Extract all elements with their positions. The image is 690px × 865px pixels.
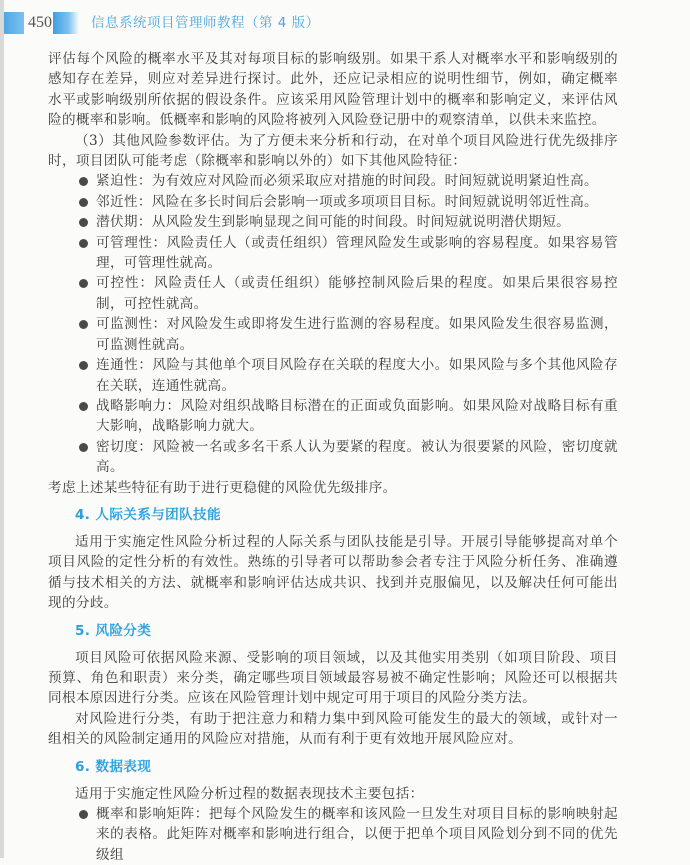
bullet-icon [79, 443, 88, 452]
header-accent-bar-left [4, 12, 24, 34]
other-params-paragraph: （3）其他风险参数评估。为了方便未来分析和行动，在对单个项目风险进行优先级排序时，项目团队可能考虑（除概率和影响以外的）如下其他风险特征： [48, 132, 618, 170]
book-title: 信息系统项目管理师教程（第 4 版） [91, 15, 320, 31]
bullet-icon [79, 810, 88, 819]
list-item [48, 437, 618, 478]
header-accent-bar-right [53, 12, 79, 34]
bullet-icon [79, 361, 88, 370]
bullet-icon [79, 320, 88, 329]
list-item [48, 233, 618, 274]
list-item [48, 192, 618, 212]
list-item-text: 概率和影响矩阵：把每个风险发生的概率和该风险一旦发生对项目目标的影响映射起来的表格。此矩阵对概率和影响进行组合，以便于把单个项目风险划分到不同的优先级组 [96, 806, 618, 863]
list-item [48, 804, 618, 865]
characteristics-conclusion: 考虑上述某些特征有助于进行更稳健的风险优先级排序。 [48, 479, 397, 496]
section-5-paragraph-2: 对风险进行分类，有助于把注意力和精力集中到风险可能发生的最大的领域，或针对一组相关的风险制定通用的风险应对措施，从而有利于更有效地开展风险应对。 [48, 710, 618, 748]
bullet-icon [79, 177, 88, 186]
section-heading-5: 5. 风险分类 [75, 622, 152, 639]
list-item-text: 连通性：风险与其他单个项目风险存在关联的程度大小。如果风险与多个其他风险存在关联，连通性就高。 [96, 357, 618, 394]
list-item-text: 密切度：风险被一名或多名干系人认为要紧的程度。被认为很要紧的风险，密切度就高。 [96, 438, 618, 476]
risk-characteristics-list [48, 171, 618, 477]
list-item-text: 邻近性：风险在多长时间后会影响一项或多项项目目标。时间短就说明邻近性高。 [96, 193, 598, 210]
list-item-text: 潜伏期：从风险发生到影响显现之间可能的时间段。时间短就说明潜伏期短。 [96, 214, 571, 231]
bullet-icon [79, 239, 88, 248]
bullet-icon [79, 402, 88, 411]
section-6-paragraph: 适用于实施定性风险分析过程的数据表现技术主要包括： [75, 785, 424, 802]
list-item [48, 273, 618, 314]
intro-paragraph: 评估每个风险的概率水平及其对每项目标的影响级别。如果干系人对概率水平和影响级别的感知存在差异，则应对差异进行探讨。此外，还应记录相应的说明性细节，例如，确定概率水平或影响级别所依据的假设条件。应该采用风险管理计划中的概率和影响定义，来评估风险的概率和影响。低概率和影响的风险将被列入风险登记册中的观察清单，以供未来监控。 [48, 51, 618, 129]
bullet-icon [79, 218, 88, 227]
bullet-icon [79, 198, 88, 207]
list-item-text: 战略影响力：风险对组织战略目标潜在的正面或负面影响。如果风险对战略目标有重大影响，战略影响力就大。 [96, 397, 618, 435]
list-item [48, 396, 618, 437]
section-4-paragraph: 适用于实施定性风险分析过程的人际关系与团队技能是引导。开展引导能够提高对单个项目风险的定性分析的有效性。熟练的引导者可以帮助参会者专注于风险分析任务、准确遵循与技术相关的方法、就概率和影响评估达成共识、找到并克服偏见，以及解决任何可能出现的分歧。 [48, 533, 618, 612]
page-header [0, 12, 690, 34]
list-item [48, 355, 618, 396]
section-heading-6: 6. 数据表现 [75, 758, 152, 775]
section-heading-4: 4. 人际关系与团队技能 [75, 506, 221, 523]
page-number: 450 [28, 14, 52, 31]
list-item-text: 可监测性：对风险发生或即将发生进行监测的容易程度。如果风险发生很容易监测，可监测性就高。 [96, 316, 618, 353]
list-item [48, 212, 618, 232]
data-representation-list [48, 804, 618, 865]
list-item-text: 可控性：风险责任人（或责任组织）能够控制风险后果的程度。如果后果很容易控制，可控性就高。 [96, 275, 618, 312]
page-edge [0, 0, 4, 858]
list-item-text: 可管理性：风险责任人（或责任组织）管理风险发生或影响的容易程度。如果容易管理，可管理性就高。 [96, 234, 618, 272]
list-item [48, 314, 618, 355]
bullet-icon [79, 279, 88, 288]
list-item [48, 171, 618, 191]
list-item-text: 紧迫性：为有效应对风险而必须采取应对措施的时间段。时间短就说明紧迫性高。 [96, 173, 598, 190]
page-body [48, 49, 618, 865]
section-5-paragraph-1: 项目风险可依据风险来源、受影响的项目领域，以及其他实用类别（如项目阶段、项目预算、角色和职责）来分类，确定哪些项目领域最容易被不确定性影响；风险还可以根据共同根本原因进行分类。应该在风险管理计划中规定可用于项目的风险分类方法。 [48, 649, 618, 707]
